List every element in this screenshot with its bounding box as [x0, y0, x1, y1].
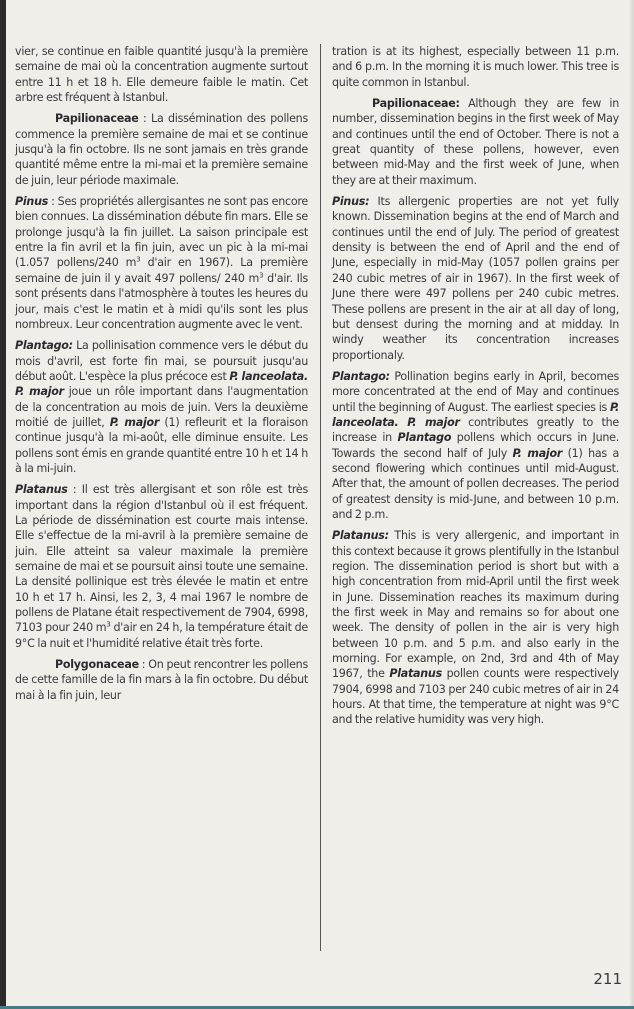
- species-name: P. major: [109, 415, 160, 429]
- english-paragraph-plantago: [332, 369, 619, 522]
- french-paragraph-papilionaceae: [15, 111, 308, 188]
- text-papilionaceae-en: Although they are few in number, dissemination begins in the first week of May and continues until the end of October. There is not a great quantity of these pollens, however, even between mid-May and the first week of June, when they are at their maximum.: [332, 97, 619, 187]
- species-name: Platanus: [389, 667, 442, 681]
- english-column: [332, 44, 619, 734]
- text-pinus-fr-a: : Ses propriétés allergisantes ne sont pas encore bien connues. La dissémination débute fin mars. Elle se prolonge jusqu'à la fin juillet. La saison principale est entre la fin avril et la fin juin, avec un pic à la mi-mai (1.057 pollens/240 m: [15, 195, 308, 270]
- heading-papilionaceae-en: Papilionaceae:: [372, 97, 460, 111]
- text-plantago-en-c: pollens which occurs in June. Towards the second half of July: [332, 431, 619, 460]
- english-paragraph-papilionaceae: [332, 96, 619, 188]
- text-pinus-fr-b: d'air en 1967). La première semaine de juin il y avait 497 pollens/ 240 m: [15, 256, 308, 285]
- text-polygonaceae-fr: : On peut rencontrer les pollens de cette famille de la fin mars à la fin octobre. Du début mai à la fin juin, leur: [15, 658, 308, 702]
- species-name: P. lanceolata. P. major: [15, 369, 308, 399]
- species-name: P. major: [512, 446, 563, 460]
- superscript: 3: [106, 620, 111, 629]
- french-paragraph-polygonaceae: [15, 657, 308, 703]
- english-paragraph-intro: tration is at its highest, especially between 11 p.m. and 6 p.m. In the morning it is much lower. This tree is quite common in Istanbul.: [332, 45, 619, 89]
- text-pinus-en: Its allergenic properties are not yet fully known. Dissemination begins at the end of March and continues until the end of July. The period of greatest density is between the end of April and the end of June, especially in mid-May (1057 pollen grains per 240 cubic metres of air in 1967). In the first week of June there were 497 pollens per 240 cubic metres. These pollens are present in the air at all day of long, but densest during the morning and at midday. In windy weather its concentration increases proportionaly.: [332, 195, 619, 362]
- french-paragraph-pinus: [15, 194, 308, 332]
- column-divider: [320, 44, 321, 951]
- heading-pinus-en: Pinus:: [332, 195, 370, 209]
- heading-platanus-fr: Platanus: [15, 483, 68, 497]
- french-paragraph-intro: vier, se continue en faible quantité jusqu'à la première semaine de mai où la concentration augmente surtout entre 11 h et 18 h. Elle demeure faible le matin. Cet arbre est fréquent à Istanbul.: [15, 45, 308, 105]
- heading-platanus-en: Platanus:: [332, 529, 389, 543]
- heading-polygonaceae-fr: Polygonaceae: [55, 658, 139, 672]
- heading-plantago-fr: Plantago:: [15, 339, 73, 353]
- french-paragraph-platanus: [15, 482, 308, 651]
- text-plantago-en-b: contributes greatly to the increase in: [332, 415, 619, 445]
- text-plantago-fr-c: (1) refleurit et la floraison continue jusqu'à la mi-août, elle diminue ensuite. Les pollens sont émis en grande quantité entre 10 h et 14 h à la mi-juin.: [15, 415, 308, 475]
- species-name: P. lanceolata. P. major: [332, 400, 619, 429]
- text-plantago-en-a: Pollination begins early in April, becomes more concentrated at the end of May and continues until the beginning of August. The earliest species is: [332, 369, 619, 414]
- heading-plantago-en: Plantago:: [332, 369, 390, 383]
- superscript: 3: [259, 271, 264, 280]
- heading-papilionaceae-fr: Papilionaceae: [55, 112, 139, 126]
- text-plantago-fr-b: joue un rôle important dans l'augmentation de la concentration au mois de juin. Vers la deuxième moitié de juillet,: [15, 385, 308, 429]
- page-right-edge: [630, 0, 634, 1009]
- english-paragraph-platanus: [332, 528, 619, 727]
- text-platanus-fr-b: d'air en 24 h, la température était de 9°C la nuit et l'humidité relative était très forte.: [15, 621, 308, 650]
- text-platanus-en-b: pollen counts were respectively 7904, 6998 and 7103 per 240 cubic metres of air in 24 hours. At that time, the temperature at night was 9°C and the relative humidity was very high.: [332, 667, 619, 727]
- superscript: 3: [136, 255, 141, 264]
- text-platanus-fr-a: : Il est très allergisant et son rôle est très important dans la région d'Istanbul où il est fréquent. La période de dissémination est courte mais intense. Elle s'effectue de la mi-avril à la première semaine de juin. Elle atteint sa valeur maximale la première semaine de mai et se poursuit ainsi toute une semaine. La densité pollinique est très élevée le matin et entre 10 h et 17 h. Ainsi, les 2, 3, 4 mai 1967 le nombre de pollens de Platane était respectivement de 7904, 6998, 7103 pour 240 m: [15, 483, 308, 635]
- french-paragraph-plantago: [15, 338, 308, 476]
- text-pinus-fr-c: d'air. Ils sont présents dans l'atmosphère à toutes les heures du jour, mais c'est le matin et à midi qu'ils sont les plus nombreux. Leur concentration augmente avec le vent.: [15, 271, 308, 331]
- english-paragraph-pinus: [332, 194, 619, 363]
- page-binding-edge: [0, 0, 6, 1009]
- species-name: Plantago: [397, 431, 452, 445]
- heading-pinus-fr: Pinus: [15, 195, 49, 209]
- text-platanus-en-a: This is very allergenic, and important in this context because it grows plentifully in the Istanbul region. The dissemination period is short but with a high concentration from mid-April until the first week in June. Dissemination reaches its maximum during the first week in May and remains so for about one week. The density of pollen in the air is very high between 10 p.m. and 5 p.m. and also early in the morning. For example, on 2nd, 3rd and 4th of May 1967, the: [332, 529, 619, 681]
- page-number: 211: [593, 970, 622, 988]
- text-plantago-en-d: (1) has a second flowering which continues until mid-August. After that, the amount of pollen decreases. The period of greatest density is mid-June, and between 10 p.m. and 2 p.m.: [332, 446, 619, 521]
- text-papilionaceae-fr: : La dissémination des pollens commence la première semaine de mai et se continue jusqu'à la fin octobre. Ils ne sont jamais en très grande quantité même entre la mi-mai et la première semaine de juin, leur période maximale.: [15, 112, 308, 187]
- text-plantago-fr-a: La pollinisation commence vers le début du mois d'avril, est forte fin mai, se poursuit jusqu'au début août. L'espèce la plus précoce est: [15, 339, 308, 383]
- french-column: [15, 44, 308, 709]
